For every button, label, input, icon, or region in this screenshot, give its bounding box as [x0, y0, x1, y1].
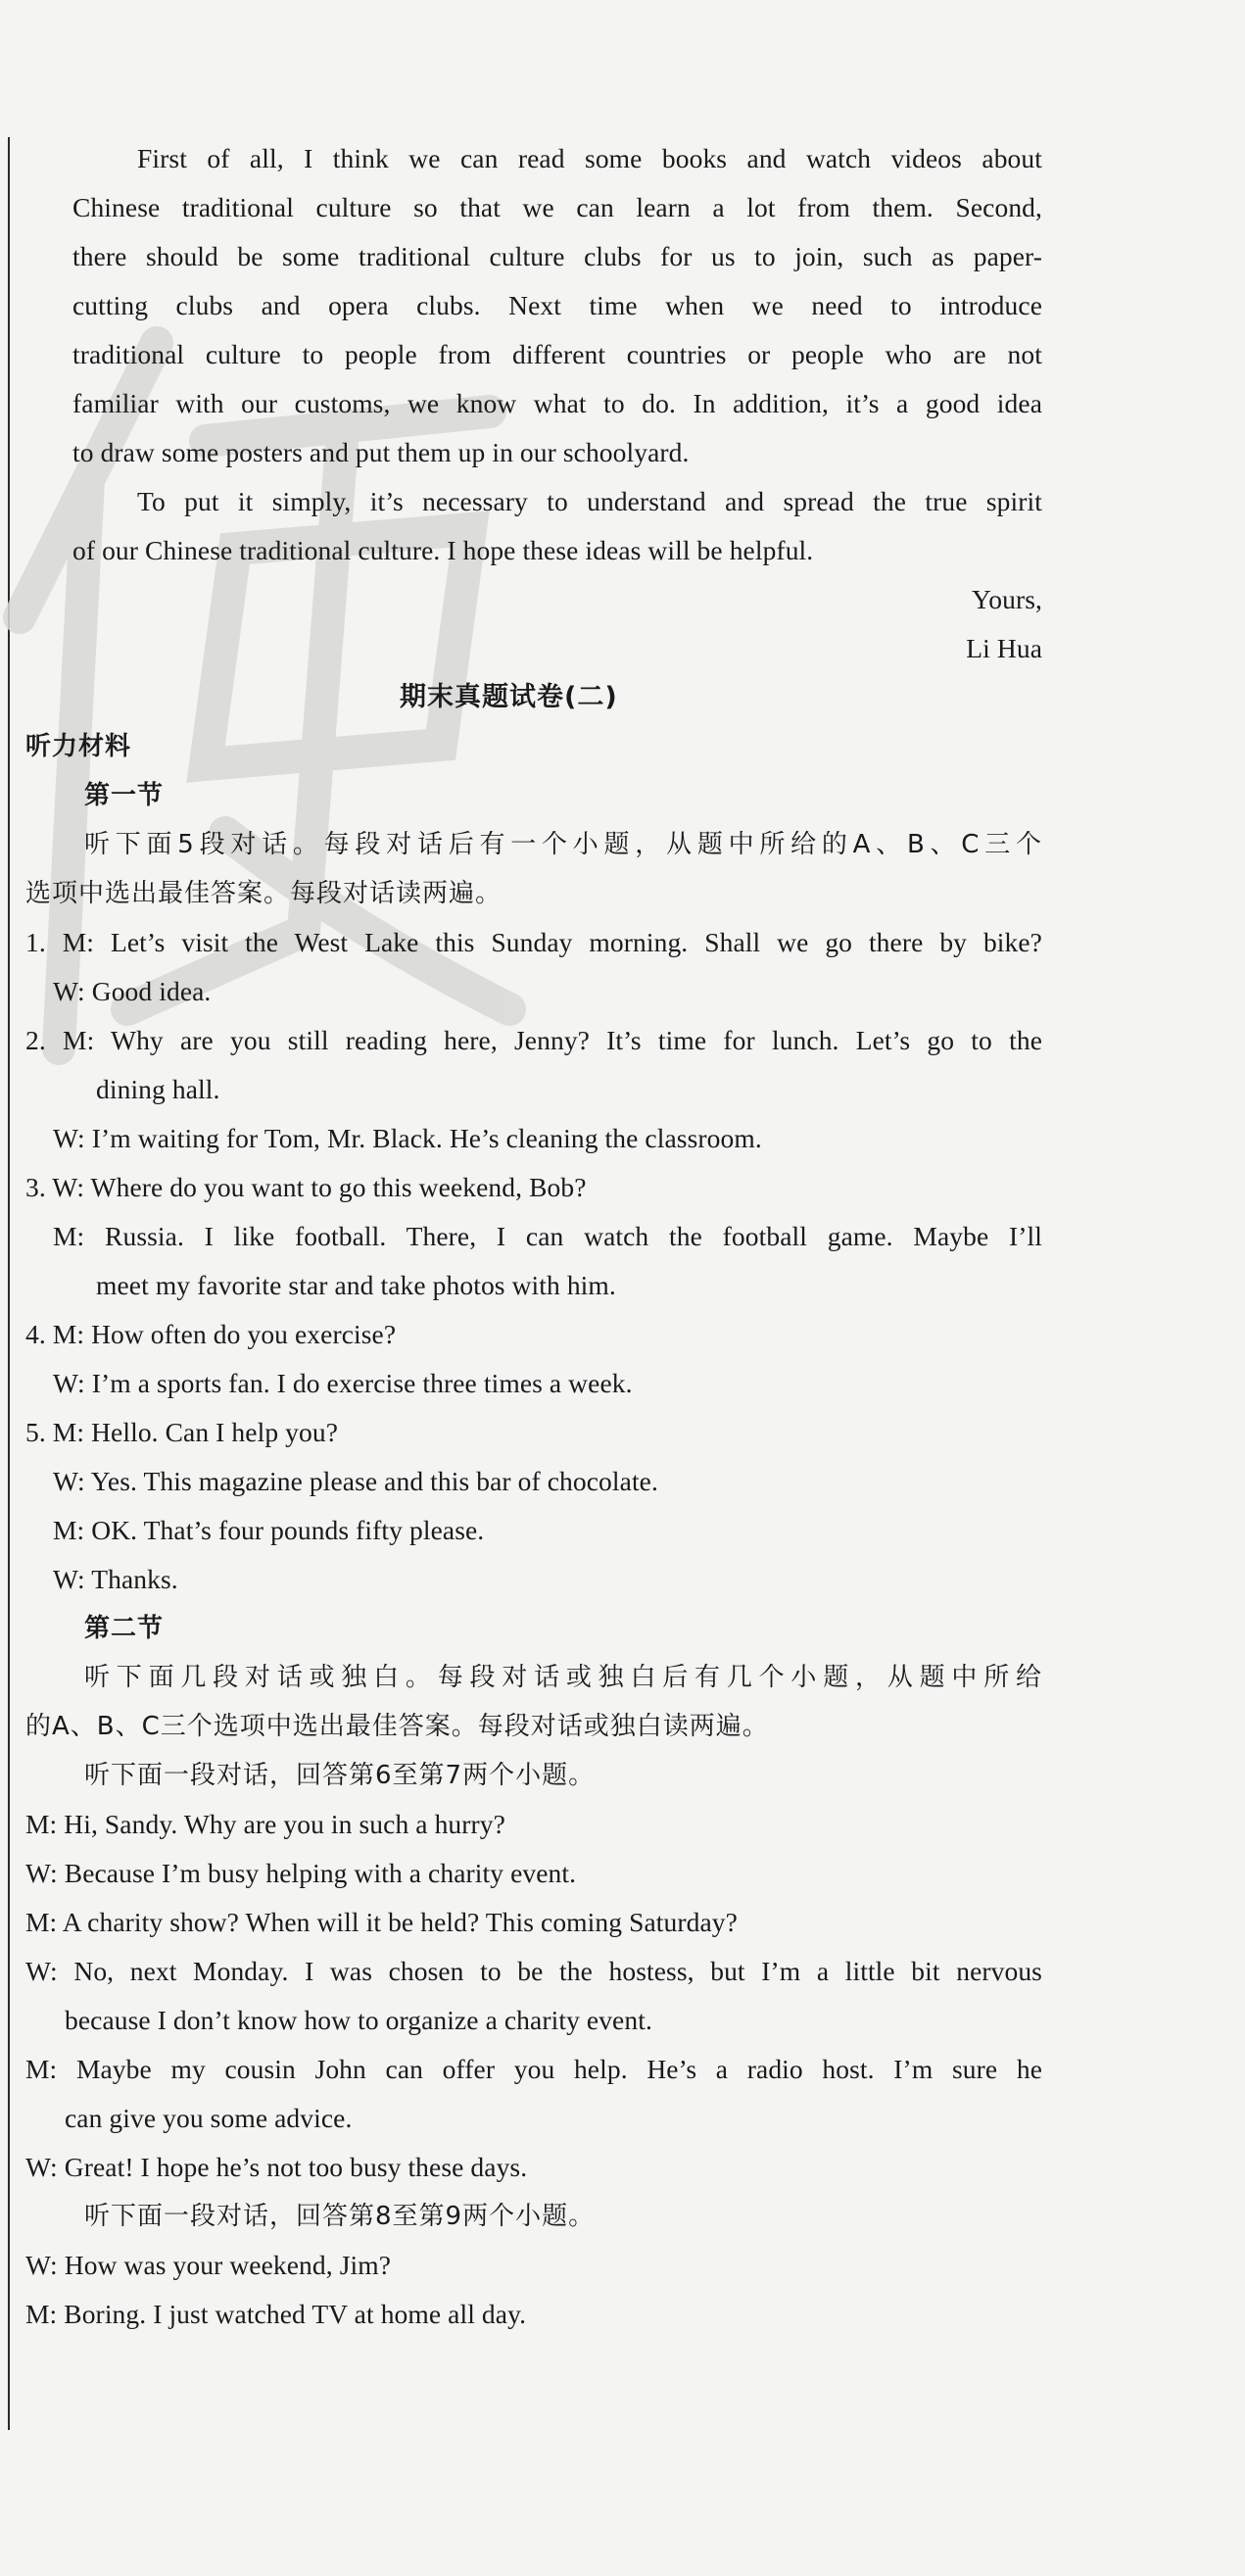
transcript-line: W: No, next Monday. I was chosen to be the hostess, but I’m a little bit nervous: [25, 1956, 1042, 1986]
transcript-line: M: Russia. I like football. There, I can watch the football game. Maybe I’ll: [53, 1221, 1042, 1251]
transcript-line: W: How was your weekend, Jim?: [25, 2250, 392, 2280]
section-label: 听力材料: [25, 732, 132, 761]
transcript-line: W: I’m a sports fan. I do exercise three times a week.: [53, 1368, 633, 1398]
transcript-line: M: OK. That’s four pounds fifty please.: [53, 1515, 485, 1545]
letter-line: traditional culture to people from different countries or people who are not: [72, 339, 1042, 369]
exam-title: 期末真题试卷(二): [400, 682, 618, 712]
dialogue-intro: 听下面一段对话，回答第6至第7两个小题。: [84, 1761, 596, 1790]
dialogue-intro: 听下面一段对话，回答第8至第9两个小题。: [84, 2202, 596, 2231]
letter-closing: Yours,: [972, 584, 1042, 614]
transcript-line: dining hall.: [96, 1074, 220, 1104]
part1-instructions: 听下面5段对话。每段对话后有一个小题，从题中所给的A、B、C三个: [84, 830, 1042, 859]
transcript-line: because I don’t know how to organize a charity event.: [65, 2005, 652, 2035]
transcript-line: M: Boring. I just watched TV at home all day.: [25, 2299, 527, 2329]
part2-instructions: 听下面几段对话或独白。每段对话或独白后有几个小题，从题中所给: [84, 1663, 1042, 1692]
letter-line: to draw some posters and put them up in our schoolyard.: [72, 437, 690, 467]
transcript-line: W: Because I’m busy helping with a charity event.: [25, 1858, 577, 1888]
transcript-line: 3. W: Where do you want to go this weekend, Bob?: [25, 1172, 587, 1202]
letter-line: familiar with our customs, we know what to do. In addition, it’s a good idea: [72, 388, 1042, 418]
part2-instructions: 的A、B、C三个选项中选出最佳答案。每段对话或独白读两遍。: [25, 1712, 769, 1741]
part2-heading: 第二节: [84, 1614, 165, 1643]
transcript-line: 2. M: Why are you still reading here, Jenny? It’s time for lunch. Let’s go to the: [25, 1025, 1042, 1055]
letter-line: First of all, I think we can read some books and watch videos about: [137, 143, 1042, 173]
letter-line: To put it simply, it’s necessary to understand and spread the true spirit: [137, 486, 1042, 516]
transcript-line: M: Maybe my cousin John can offer you help. He’s a radio host. I’m sure he: [25, 2054, 1042, 2084]
letter-line: cutting clubs and opera clubs. Next time when we need to introduce: [72, 290, 1042, 320]
transcript-line: M: Hi, Sandy. Why are you in such a hurry?: [25, 1809, 505, 1839]
transcript-line: W: Great! I hope he’s not too busy these days.: [25, 2152, 528, 2182]
transcript-line: W: Good idea.: [53, 976, 212, 1006]
transcript-line: W: Yes. This magazine please and this bar of chocolate.: [53, 1466, 658, 1496]
letter-line: Chinese traditional culture so that we can learn a lot from them. Second,: [72, 192, 1042, 222]
transcript-line: W: I’m waiting for Tom, Mr. Black. He’s cleaning the classroom.: [53, 1123, 762, 1153]
letter-line: of our Chinese traditional culture. I hope these ideas will be helpful.: [72, 535, 814, 565]
letter-line: there should be some traditional culture clubs for us to join, such as paper-: [72, 241, 1042, 271]
transcript-line: 5. M: Hello. Can I help you?: [25, 1417, 338, 1447]
part1-heading: 第一节: [84, 781, 165, 810]
transcript-line: M: A charity show? When will it be held? This coming Saturday?: [25, 1907, 738, 1937]
part1-instructions: 选项中选出最佳答案。每段对话读两遍。: [25, 879, 503, 908]
transcript-line: W: Thanks.: [53, 1564, 178, 1594]
transcript-line: 4. M: How often do you exercise?: [25, 1319, 397, 1349]
transcript-line: meet my favorite star and take photos with him.: [96, 1270, 616, 1300]
letter-signature: Li Hua: [966, 633, 1042, 663]
transcript-line: can give you some advice.: [65, 2103, 353, 2133]
left-margin-rule: [8, 137, 10, 2430]
transcript-line: 1. M: Let’s visit the West Lake this Sunday morning. Shall we go there by bike?: [25, 927, 1042, 957]
